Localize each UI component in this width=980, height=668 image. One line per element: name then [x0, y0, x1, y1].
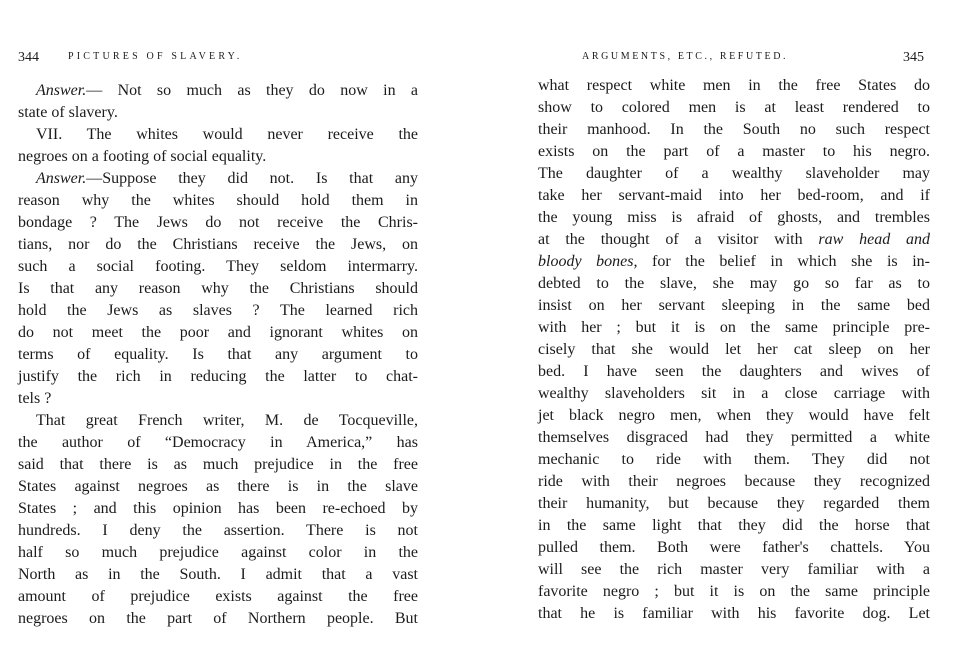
text-line: exists on the part of a master to his negro. — [538, 143, 930, 160]
text-line: justify the rich in reducing the latter to chat- — [18, 368, 418, 385]
text-line: half so much prejudice against color in the — [18, 544, 418, 561]
text-line: with her ; but it is on the same principle pre- — [538, 319, 930, 336]
text-line: their humanity, but because they regarded them — [538, 495, 930, 512]
text-line: States ; and this opinion has been re-echoed by — [18, 500, 418, 517]
text-line: do not meet the poor and ignorant whites on — [18, 324, 418, 341]
text-line: VII. The whites would never receive the — [36, 126, 418, 143]
text-line: themselves disgraced had they permitted a white — [538, 429, 930, 446]
text-line: That great French writer, M. de Tocqueville, — [36, 412, 418, 429]
page-number: 345 — [903, 50, 924, 65]
text-line: debted to the slave, she may go so far as to — [538, 275, 930, 292]
text-line: what respect white men in the free States do — [538, 77, 930, 94]
text-line: North as in the South. I admit that a vast — [18, 566, 418, 583]
text-line: negroes on a footing of social equality. — [18, 148, 267, 165]
text-line: bloody bones, for the belief in which she is in- — [538, 253, 930, 270]
running-title: ARGUMENTS, ETC., REFUTED. — [582, 51, 789, 62]
text-line: Answer.—Suppose they did not. Is that any — [36, 170, 418, 187]
right-running-head — [538, 50, 930, 70]
text-line: Answer.— Not so much as they do now in a — [36, 82, 418, 99]
text-line: the author of “Democracy in America,” has — [18, 434, 418, 451]
text-line: bondage ? The Jews do not receive the Chris- — [18, 214, 418, 231]
text-line: tels ? — [18, 390, 52, 407]
text-line: such a social footing. They seldom intermarry. — [18, 258, 418, 275]
left-body-text — [18, 80, 418, 630]
page-number: 344 — [18, 50, 39, 65]
text-line: amount of prejudice exists against the free — [18, 588, 418, 605]
text-line: hundreds. I deny the assertion. There is not — [18, 522, 418, 539]
text-line: in the same light that they did the horse that — [538, 517, 930, 534]
text-line: that he is familiar with his favorite dog. Let — [538, 605, 930, 622]
text-line: hold the Jews as slaves ? The learned rich — [18, 302, 418, 319]
text-line: said that there is as much prejudice in the free — [18, 456, 418, 473]
text-line: take her servant-maid into her bed-room, and if — [538, 187, 930, 204]
text-line: The daughter of a wealthy slaveholder may — [538, 165, 930, 182]
text-line: mechanic to ride with them. They did not — [538, 451, 930, 468]
text-line: jet black negro men, when they would have felt — [538, 407, 930, 424]
running-title: PICTURES OF SLAVERY. — [68, 51, 243, 62]
text-line: their manhood. In the South no such respect — [538, 121, 930, 138]
text-line: Is that any reason why the Christians should — [18, 280, 418, 297]
text-line: reason why the whites should hold them in — [18, 192, 418, 209]
text-line: favorite negro ; but it is on the same principle — [538, 583, 930, 600]
text-line: bed. I have seen the daughters and wives of — [538, 363, 930, 380]
text-line: state of slavery. — [18, 104, 118, 121]
text-line: States against negroes as there is in the slave — [18, 478, 418, 495]
text-line: ride with their negroes because they recognized — [538, 473, 930, 490]
text-line: negroes on the part of Northern people. But — [18, 610, 418, 627]
text-line: at the thought of a visitor with raw head and — [538, 231, 931, 248]
text-line: terms of equality. Is that any argument to — [18, 346, 418, 363]
text-line: wealthy slaveholders sit in a close carriage with — [538, 385, 930, 402]
text-line: the young miss is afraid of ghosts, and trembles — [538, 209, 930, 226]
text-line: will see the rich master very familiar with a — [538, 561, 930, 578]
text-line: show to colored men is at least rendered to — [538, 99, 930, 116]
text-line: insist on her servant sleeping in the same bed — [538, 297, 930, 314]
right-body-text — [538, 75, 930, 625]
left-page — [18, 0, 418, 668]
text-line: cisely that she would let her cat sleep on her — [538, 341, 930, 358]
text-line: tians, nor do the Christians receive the Jews, on — [18, 236, 418, 253]
left-running-head — [18, 50, 418, 70]
right-page — [538, 0, 930, 668]
text-line: pulled them. Both were father's chattels. You — [538, 539, 930, 556]
